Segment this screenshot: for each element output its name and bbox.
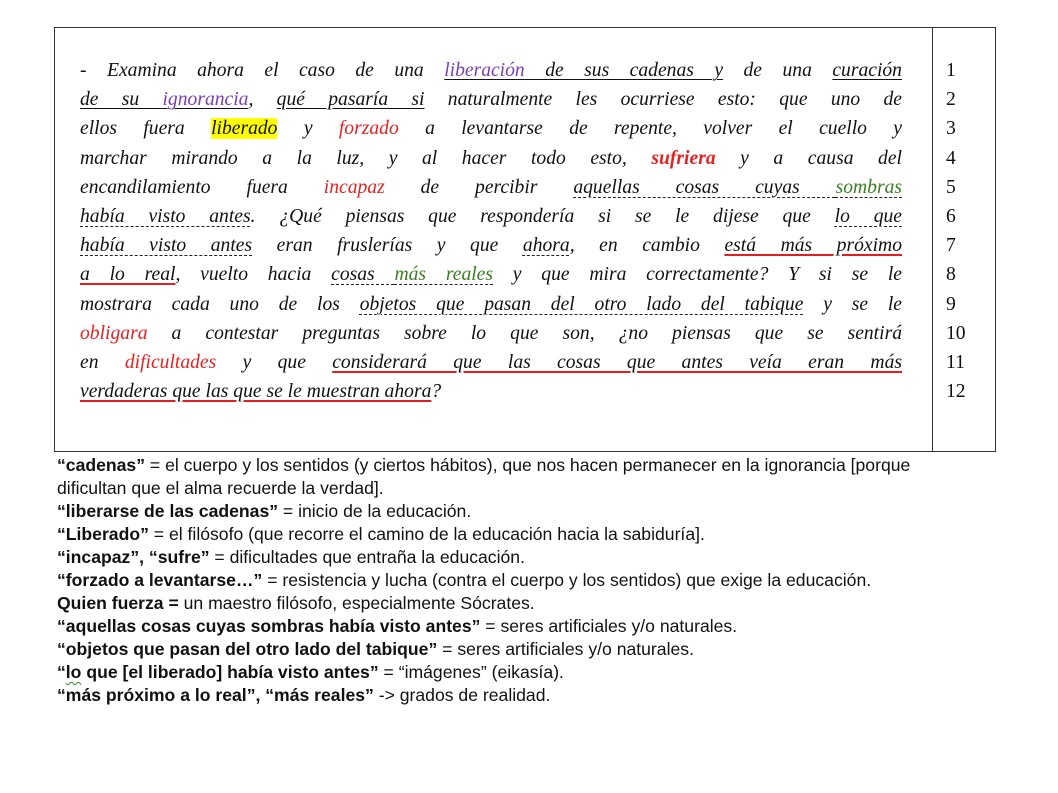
- marked-phrase: está más próximo: [724, 235, 902, 257]
- line-number: 7: [946, 235, 956, 257]
- glossary-definition: = resistencia y lucha (contra el cuerpo y los sentidos) que exige la educación.: [262, 570, 872, 590]
- marked-phrase: qué pasaría si: [276, 89, 425, 111]
- marked-phrase: más reales: [394, 264, 494, 286]
- marked-phrase: cosas: [331, 264, 395, 286]
- passage-line: [80, 290, 902, 319]
- glossary-definition: un maestro filósofo, especialmente Sócrates.: [178, 593, 535, 613]
- marked-phrase: liberado: [211, 118, 278, 140]
- glossary-entry: [57, 592, 927, 615]
- glossary-term: “incapaz”, “sufre”: [57, 547, 210, 567]
- passage-line: [80, 319, 902, 348]
- line-number: 6: [946, 205, 956, 227]
- passage-fragment: ellos fuera: [80, 118, 212, 140]
- glossary-term: “más próximo a lo real”, “más reales”: [57, 685, 374, 705]
- glossary-entry: [57, 684, 927, 707]
- marked-phrase: aquellas cosas cuyas: [573, 176, 836, 198]
- passage-fragment: . ¿Qué piensas que respondería si se le dijese que: [250, 206, 835, 228]
- glossary-entry: [57, 638, 927, 661]
- marked-phrase: sufriera: [651, 147, 716, 169]
- passage-fragment: ?: [431, 381, 442, 403]
- glossary-term: “objetos que pasan del otro lado del tabique”: [57, 639, 438, 659]
- marked-phrase: considerará que las cosas que antes veía eran más: [332, 352, 902, 374]
- passage-line: [80, 85, 902, 114]
- marked-phrase: liberación: [444, 60, 525, 81]
- passage-line: [80, 202, 902, 231]
- passage-line: [80, 56, 902, 85]
- line-number: 2: [946, 89, 956, 111]
- passage-line: [80, 348, 902, 377]
- passage-fragment: de percibir: [384, 176, 574, 198]
- glossary-entry: [57, 454, 927, 500]
- passage-fragment: ,: [248, 89, 277, 111]
- passage-fragment: naturalmente les ocurriese esto: que uno de: [424, 89, 902, 111]
- glossary-entry: [57, 546, 927, 569]
- glossary-definition: = el filósofo (que recorre el camino de la educación hacia la sabiduría].: [148, 524, 705, 544]
- passage-fragment: eran fruslerías y que: [252, 235, 523, 257]
- passage-fragment: , vuelto hacia: [175, 264, 332, 286]
- marked-phrase: de sus cadenas y: [524, 60, 724, 81]
- marked-phrase: de su: [80, 89, 163, 111]
- glossary-term: “Liberado”: [57, 524, 149, 544]
- line-number: 4: [946, 147, 956, 169]
- line-number: 3: [946, 118, 956, 140]
- glossary-entry: [57, 569, 927, 592]
- glossary-entry: [57, 500, 927, 523]
- glossary-term: “lo que [el liberado] había visto antes”: [57, 662, 379, 682]
- passage-line: [80, 260, 902, 289]
- glossary-definition: = “imágenes” (eikasía).: [378, 662, 564, 682]
- marked-phrase: obligara: [80, 322, 148, 344]
- marked-phrase: curación: [832, 60, 902, 81]
- marked-phrase: verdaderas que las que se le muestran ahora: [80, 381, 432, 403]
- marked-phrase: objetos que pasan del otro lado del tabique: [359, 293, 804, 315]
- line-number: 10: [946, 322, 966, 344]
- glossary-term: Quien fuerza =: [57, 593, 179, 613]
- marked-phrase: había visto antes: [80, 206, 251, 228]
- marked-phrase: dificultades: [124, 352, 217, 374]
- marked-phrase: había visto antes: [80, 235, 253, 257]
- glossary-definition: = el cuerpo y los sentidos (y ciertos hábitos), que nos hacen permanecer en la ignorancia [porque dificultan que el alma recuerde la verdad].: [57, 455, 911, 498]
- passage-line: [80, 173, 902, 202]
- passage-line: [80, 144, 902, 173]
- glossary-entry: [57, 615, 927, 638]
- glossary-definition: = seres artificiales y/o naturales.: [437, 639, 694, 659]
- marked-phrase: sombras: [835, 176, 903, 198]
- passage-fragment: y que mira correctamente? Y si se le: [493, 264, 902, 286]
- line-number: 11: [946, 351, 965, 373]
- line-number-divider: [932, 27, 933, 452]
- passage-line: [80, 114, 902, 143]
- passage-fragment: marchar mirando a la luz, y al hacer todo esto,: [80, 147, 652, 169]
- passage-fragment: de una: [723, 60, 833, 81]
- glossary-definition: -> grados de realidad.: [373, 685, 551, 705]
- glossary-term: “forzado a levantarse…”: [57, 570, 263, 590]
- glossary-term: “aquellas cosas cuyas sombras había visto antes”: [57, 616, 481, 636]
- passage-line: [80, 231, 902, 260]
- glossary-term: “cadenas”: [57, 455, 146, 475]
- glossary-definition: = dificultades que entraña la educación.: [209, 547, 525, 567]
- glossary-notes: [57, 454, 927, 707]
- line-numbers-column: [946, 56, 966, 406]
- glossary-definition: = seres artificiales y/o naturales.: [480, 616, 738, 636]
- line-number: 12: [946, 381, 966, 403]
- line-number: 8: [946, 264, 956, 286]
- passage-fragment: a contestar preguntas sobre lo que son, ¿no piensas que se sentirá: [147, 322, 902, 344]
- marked-phrase: incapaz: [323, 176, 385, 198]
- passage-fragment: y a causa del: [715, 147, 902, 169]
- glossary-term: “liberarse de las cadenas”: [57, 501, 279, 521]
- passage-fragment: encandilamiento fuera: [80, 176, 324, 198]
- passage-fragment: y se le: [803, 293, 902, 315]
- passage-fragment: - Examina ahora el caso de una: [80, 60, 445, 81]
- passage-fragment: y que: [216, 352, 333, 374]
- passage-fragment: a levantarse de repente, volver el cuello y: [398, 118, 902, 140]
- passage-fragment: y: [277, 118, 339, 140]
- passage-fragment: , en cambio: [569, 235, 725, 257]
- marked-phrase: ignorancia: [162, 89, 249, 111]
- passage-line: [80, 377, 902, 406]
- marked-phrase: a lo real: [80, 264, 176, 286]
- glossary-entry: [57, 661, 927, 684]
- line-number: 1: [946, 60, 956, 81]
- marked-phrase: forzado: [338, 118, 399, 140]
- glossary-definition: = inicio de la educación.: [278, 501, 472, 521]
- passage-fragment: en: [80, 352, 125, 374]
- marked-phrase: lo que: [834, 206, 902, 228]
- glossary-entry: [57, 523, 927, 546]
- passage-text: [80, 56, 902, 406]
- passage-fragment: mostrara cada uno de los: [80, 293, 360, 315]
- marked-phrase: ahora: [522, 235, 570, 257]
- line-number: 5: [946, 176, 956, 198]
- line-number: 9: [946, 293, 956, 315]
